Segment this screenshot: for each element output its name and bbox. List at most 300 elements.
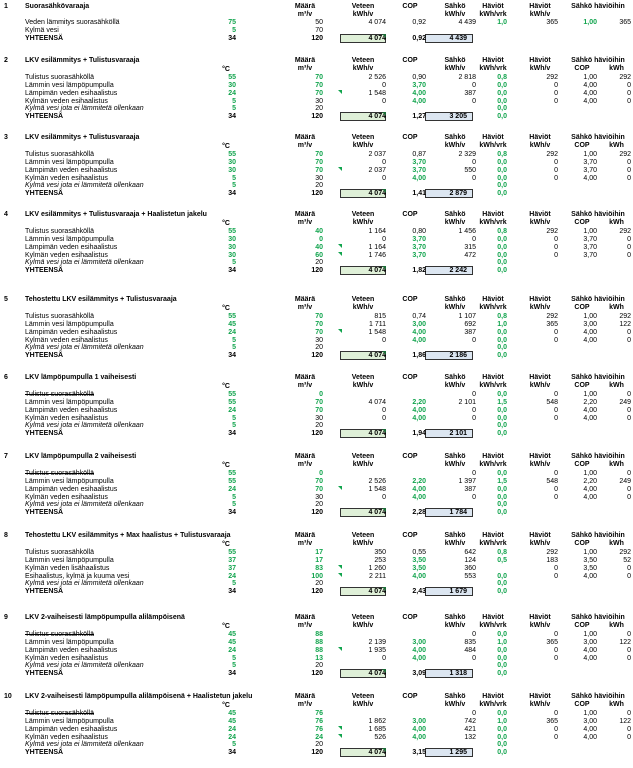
row-label: Tulistus suorasähköllä <box>25 227 94 235</box>
row-temperature: 55 <box>228 548 236 556</box>
row-maara: 88 <box>315 630 323 638</box>
row-haviot-v: 365 <box>546 18 558 26</box>
row-sahko-kwh: 292 <box>619 548 631 556</box>
total-cop: 2,43 <box>412 588 426 596</box>
row-haviot-vrk: 0,0 <box>497 166 507 174</box>
row-haviot-v: 0 <box>554 725 558 733</box>
total-veteen: 4 074 <box>368 588 386 596</box>
row-maara: 30 <box>315 97 323 105</box>
row-veteen: 2 139 <box>368 638 386 646</box>
total-haviot-vrk: 0,0 <box>497 588 507 596</box>
row-sahko-kwh: 292 <box>619 73 631 81</box>
row-haviot-vrk: 0,0 <box>497 89 507 97</box>
row-haviot-vrk: 0,0 <box>497 414 507 422</box>
row-temperature: 45 <box>228 320 236 328</box>
row-maara: 24 <box>315 733 323 741</box>
row-haviot-vrk: 1,0 <box>497 717 507 725</box>
header-sahko-haviot: Sähkö häviöihin <box>571 57 625 64</box>
row-temperature: 5 <box>232 344 236 352</box>
row-haviot-v: 0 <box>554 81 558 89</box>
row-veteen: 1 746 <box>368 251 386 259</box>
section-title: LKV 2-vaiheisesti lämpöpumpulla alilämpöisenä <box>25 614 185 621</box>
row-haviot-v: 292 <box>546 150 558 158</box>
row-maara: 0 <box>319 390 323 398</box>
section-title: LKV esilämmitys + Tulistusvaraaja + Haalistetun jakelu <box>25 211 207 218</box>
row-sahko-cop: 3,00 <box>583 638 597 646</box>
comment-indicator-icon <box>382 112 386 116</box>
row-sahko-cop: 3,70 <box>583 251 597 259</box>
header-cop: COP <box>402 532 418 539</box>
total-cop: 3,15 <box>412 749 426 757</box>
row-maara: 30 <box>315 493 323 501</box>
row-veteen: 2 037 <box>368 150 386 158</box>
row-haviot-v: 0 <box>554 646 558 654</box>
header-haviot-vrk-unit: kWh/vrk <box>479 700 507 708</box>
comment-indicator-icon <box>382 429 386 433</box>
row-veteen: 0 <box>382 414 386 422</box>
total-haviot-vrk: 0,0 <box>497 352 507 360</box>
row-haviot-v: 0 <box>554 251 558 259</box>
header-haviot-v-unit: kWh/v <box>529 218 551 226</box>
comment-indicator-icon <box>382 669 386 673</box>
row-maara: 70 <box>315 485 323 493</box>
row-sahko: 0 <box>472 174 476 182</box>
header-maara: Määrä <box>294 3 316 10</box>
total-sahko: 2 186 <box>449 352 467 360</box>
header-cop: COP <box>402 3 418 10</box>
header-maara: Määrä <box>294 614 316 621</box>
row-veteen: 1 862 <box>368 717 386 725</box>
header-veteen: Veteen <box>351 3 375 10</box>
row-maara: 20 <box>315 259 323 267</box>
row-label: Kylmän veden esihaalistus <box>25 733 108 741</box>
comment-indicator-icon <box>338 252 342 256</box>
row-sahko-cop: 4,00 <box>583 336 597 344</box>
row-haviot-v: 292 <box>546 312 558 320</box>
total-haviot-vrk: 0,0 <box>497 113 507 121</box>
row-haviot-vrk: 0,0 <box>497 580 507 588</box>
header-sahko-unit: kWh/v <box>444 700 466 708</box>
comment-indicator-icon <box>338 565 342 569</box>
row-haviot-v: 0 <box>554 328 558 336</box>
row-label: Kylmä vesi jota ei lämmitetä ollenkaan <box>25 422 144 430</box>
row-label: Tulistus suorasähköllä <box>25 630 94 638</box>
row-label: Lämmin vesi lämpöpumpulla <box>25 556 114 564</box>
row-haviot-v: 183 <box>546 556 558 564</box>
header-sahko-haviot-cop: COP <box>574 460 590 468</box>
row-haviot-vrk: 0,0 <box>497 81 507 89</box>
row-cop: 0,92 <box>412 18 426 26</box>
header-haviot-v: Häviöt <box>529 614 551 621</box>
row-temperature: 5 <box>232 493 236 501</box>
header-maara-unit: m³/v <box>297 64 313 72</box>
header-sahko: Sähkö <box>444 614 466 621</box>
total-sahko: 2 101 <box>449 430 467 438</box>
row-sahko-cop: 4,00 <box>583 414 597 422</box>
row-maara: 30 <box>315 414 323 422</box>
row-cop: 4,00 <box>412 174 426 182</box>
header-sahko-unit: kWh/v <box>444 621 466 629</box>
header-sahko-haviot-kwh: kWh <box>609 700 624 708</box>
row-maara: 40 <box>315 243 323 251</box>
total-cop: 1,82 <box>412 267 426 275</box>
row-haviot-vrk: 0,0 <box>497 646 507 654</box>
total-sahko: 2 242 <box>449 267 467 275</box>
header-sahko-haviot: Sähkö häviöihin <box>571 374 625 381</box>
row-maara: 70 <box>315 158 323 166</box>
row-maara: 70 <box>315 320 323 328</box>
row-label: Kylmän veden esihaalistus <box>25 97 108 105</box>
header-haviot-vrk: Häviöt <box>482 532 504 539</box>
total-sahko: 4 439 <box>449 34 467 42</box>
row-temperature: 5 <box>232 422 236 430</box>
header-sahko-haviot: Sähkö häviöihin <box>571 3 625 10</box>
row-haviot-vrk: 0,0 <box>497 336 507 344</box>
header-sahko-haviot: Sähkö häviöihin <box>571 134 625 141</box>
header-sahko: Sähkö <box>444 693 466 700</box>
row-temperature: 5 <box>232 414 236 422</box>
header-veteen-unit: kWh/v <box>352 10 374 18</box>
row-sahko: 0 <box>472 390 476 398</box>
section-number: 10 <box>4 693 12 700</box>
row-maara: 83 <box>315 564 323 572</box>
row-sahko-cop: 1,00 <box>583 548 597 556</box>
header-sahko-haviot-kwh: kWh <box>609 621 624 629</box>
header-veteen: Veteen <box>351 532 375 539</box>
row-sahko-cop: 4,00 <box>583 485 597 493</box>
row-sahko-kwh: 0 <box>627 493 631 501</box>
header-maara: Määrä <box>294 453 316 460</box>
row-maara: 20 <box>315 182 323 190</box>
row-veteen: 1 548 <box>368 328 386 336</box>
row-sahko-kwh: 0 <box>627 89 631 97</box>
row-sahko: 0 <box>472 158 476 166</box>
header-haviot-vrk: Häviöt <box>482 693 504 700</box>
row-haviot-vrk: 0,0 <box>497 182 507 190</box>
row-veteen: 1 164 <box>368 243 386 251</box>
header-sahko: Sähkö <box>444 134 466 141</box>
section-title: LKV 2-vaiheisesti lämpöpumpulla alilämpöisenä + Haalistetun jakelu <box>25 693 253 700</box>
row-temperature: 45 <box>228 709 236 717</box>
row-sahko-cop: 4,00 <box>583 89 597 97</box>
row-cop: 3,70 <box>412 81 426 89</box>
total-haviot-vrk: 0,0 <box>497 267 507 275</box>
row-sahko-kwh: 0 <box>627 725 631 733</box>
row-cop: 0,87 <box>412 150 426 158</box>
row-sahko: 0 <box>472 630 476 638</box>
header-veteen-unit: kWh/v <box>352 303 374 311</box>
row-cop: 0,55 <box>412 548 426 556</box>
row-sahko-kwh: 52 <box>623 556 631 564</box>
row-haviot-vrk: 0,0 <box>497 328 507 336</box>
header-sahko-haviot: Sähkö häviöihin <box>571 296 625 303</box>
section-title: LKV esilämmitys + Tulistusvaraaja <box>25 57 140 64</box>
total-haviot-vrk: 0,0 <box>497 749 507 757</box>
row-haviot-v: 0 <box>554 89 558 97</box>
total-temperature: 34 <box>228 190 236 198</box>
header-sahko-haviot-cop: COP <box>574 303 590 311</box>
comment-indicator-icon <box>382 587 386 591</box>
header-sahko: Sähkö <box>444 374 466 381</box>
row-temperature: 5 <box>232 26 236 34</box>
row-cop: 3,50 <box>412 564 426 572</box>
total-maara: 120 <box>311 267 323 275</box>
row-sahko-kwh: 0 <box>627 97 631 105</box>
row-temperature: 24 <box>228 89 236 97</box>
row-sahko-cop: 1,00 <box>583 630 597 638</box>
row-haviot-vrk: 0,0 <box>497 105 507 113</box>
section-number: 7 <box>4 453 8 460</box>
row-maara: 50 <box>315 18 323 26</box>
row-haviot-v: 0 <box>554 572 558 580</box>
row-sahko-kwh: 365 <box>619 18 631 26</box>
total-label: YHTEENSÄ <box>25 267 64 275</box>
header-veteen-unit: kWh/v <box>352 141 374 149</box>
total-label: YHTEENSÄ <box>25 34 64 42</box>
header-veteen-unit: kWh/v <box>352 218 374 226</box>
row-temperature: 5 <box>232 97 236 105</box>
header-cop: COP <box>402 614 418 621</box>
header-haviot-v: Häviöt <box>529 134 551 141</box>
comment-indicator-icon <box>382 351 386 355</box>
row-temperature: 30 <box>228 235 236 243</box>
row-sahko: 0 <box>472 469 476 477</box>
row-sahko: 0 <box>472 336 476 344</box>
header-sahko-haviot-cop: COP <box>574 141 590 149</box>
row-maara: 70 <box>315 312 323 320</box>
section-number: 4 <box>4 211 8 218</box>
header-sahko-haviot: Sähkö häviöihin <box>571 532 625 539</box>
row-sahko: 0 <box>472 654 476 662</box>
row-sahko-kwh: 0 <box>627 654 631 662</box>
row-haviot-vrk: 0,0 <box>497 390 507 398</box>
row-sahko-kwh: 0 <box>627 328 631 336</box>
row-sahko: 642 <box>464 548 476 556</box>
total-veteen: 4 074 <box>368 190 386 198</box>
row-temperature: 45 <box>228 717 236 725</box>
header-sahko-haviot: Sähkö häviöihin <box>571 211 625 218</box>
row-cop: 4,00 <box>412 572 426 580</box>
row-haviot-vrk: 0,0 <box>497 158 507 166</box>
row-sahko-kwh: 0 <box>627 251 631 259</box>
row-label: Lämmin vesi lämpöpumpulla <box>25 235 114 243</box>
section-title: Tehostettu LKV esilämmitys + Tulistusvaraaja <box>25 296 177 303</box>
row-cop: 0,90 <box>412 73 426 81</box>
row-temperature: 37 <box>228 564 236 572</box>
header-maara: Määrä <box>294 211 316 218</box>
section-number: 5 <box>4 296 8 303</box>
row-temperature: 55 <box>228 73 236 81</box>
row-temperature: 5 <box>232 336 236 344</box>
header-veteen: Veteen <box>351 57 375 64</box>
row-maara: 20 <box>315 344 323 352</box>
row-sahko: 742 <box>464 717 476 725</box>
row-cop: 0,80 <box>412 227 426 235</box>
row-label: Veden lämmitys suorasähköllä <box>25 18 120 26</box>
row-temperature: 30 <box>228 166 236 174</box>
header-haviot-vrk: Häviöt <box>482 296 504 303</box>
row-label: Kylmän veden esihaalistus <box>25 493 108 501</box>
total-label: YHTEENSÄ <box>25 670 64 678</box>
total-cop: 1,86 <box>412 352 426 360</box>
header-haviot-v-unit: kWh/v <box>529 621 551 629</box>
row-haviot-vrk: 0,8 <box>497 312 507 320</box>
header-haviot-vrk: Häviöt <box>482 453 504 460</box>
row-label: Kylmän veden esihaalistus <box>25 654 108 662</box>
total-maara: 120 <box>311 113 323 121</box>
row-veteen: 1 711 <box>369 320 386 328</box>
row-label: Kylmä vesi jota ei lämmitetä ollenkaan <box>25 580 144 588</box>
row-label: Kylmän veden esihaalistus <box>25 174 108 182</box>
row-temperature: 5 <box>232 182 236 190</box>
section-title: LKV lämpöpumpulla 2 vaiheisesti <box>25 453 137 460</box>
header-sahko-haviot: Sähkö häviöihin <box>571 614 625 621</box>
row-temperature: 55 <box>228 312 236 320</box>
row-sahko-cop: 3,50 <box>583 556 597 564</box>
comment-indicator-icon <box>338 573 342 577</box>
row-temperature: 30 <box>228 251 236 259</box>
row-haviot-vrk: 0,8 <box>497 150 507 158</box>
row-label: Kylmän veden esihaalistus <box>25 414 108 422</box>
row-maara: 20 <box>315 422 323 430</box>
row-temperature: 24 <box>228 485 236 493</box>
row-temperature: 24 <box>228 328 236 336</box>
row-haviot-vrk: 0,0 <box>497 741 507 749</box>
row-haviot-v: 0 <box>554 630 558 638</box>
row-cop: 4,00 <box>412 414 426 422</box>
row-maara: 17 <box>315 548 323 556</box>
header-haviot-v: Häviöt <box>529 211 551 218</box>
row-sahko-cop: 1,00 <box>583 312 597 320</box>
header-cop: COP <box>402 211 418 218</box>
row-sahko-cop: 3,50 <box>583 564 597 572</box>
row-veteen: 0 <box>382 336 386 344</box>
row-label: Kylmä vesi <box>25 26 59 34</box>
row-label: Tulistus suorasähköllä <box>25 150 94 158</box>
total-maara: 120 <box>311 352 323 360</box>
row-veteen: 1 935 <box>368 646 386 654</box>
header-haviot-v-unit: kWh/v <box>529 539 551 547</box>
row-sahko-kwh: 122 <box>619 717 631 725</box>
row-veteen: 1 164 <box>368 227 386 235</box>
header-sahko-unit: kWh/v <box>444 64 466 72</box>
row-maara: 88 <box>315 646 323 654</box>
row-haviot-vrk: 0,8 <box>497 73 507 81</box>
row-cop: 3,70 <box>412 251 426 259</box>
total-temperature: 34 <box>228 588 236 596</box>
total-cop: 3,09 <box>412 670 426 678</box>
row-temperature: 55 <box>228 227 236 235</box>
header-sahko-unit: kWh/v <box>444 141 466 149</box>
header-haviot-vrk: Häviöt <box>482 614 504 621</box>
header-haviot-v: Häviöt <box>529 374 551 381</box>
header-celsius: °C <box>222 142 230 150</box>
total-sahko: 1 318 <box>449 670 467 678</box>
row-haviot-v: 292 <box>546 73 558 81</box>
header-haviot-v-unit: kWh/v <box>529 10 551 18</box>
header-veteen: Veteen <box>351 614 375 621</box>
header-maara-unit: m³/v <box>297 141 313 149</box>
row-haviot-v: 365 <box>546 717 558 725</box>
row-sahko-kwh: 0 <box>627 81 631 89</box>
header-sahko: Sähkö <box>444 532 466 539</box>
row-haviot-vrk: 1,0 <box>497 320 507 328</box>
row-haviot-vrk: 0,0 <box>497 733 507 741</box>
row-label: Lämpimän veden esihaalistus <box>25 725 118 733</box>
row-label: Tulistus suorasähköllä <box>25 548 94 556</box>
total-veteen: 4 074 <box>368 430 386 438</box>
row-temperature: 24 <box>228 406 236 414</box>
row-haviot-v: 0 <box>554 174 558 182</box>
row-haviot-v: 0 <box>554 390 558 398</box>
header-cop: COP <box>402 693 418 700</box>
header-veteen: Veteen <box>351 374 375 381</box>
row-veteen: 2 037 <box>368 166 386 174</box>
row-veteen: 1 260 <box>368 564 386 572</box>
row-haviot-vrk: 0,0 <box>497 630 507 638</box>
header-celsius: °C <box>222 540 230 548</box>
row-cop: 4,00 <box>412 725 426 733</box>
header-veteen: Veteen <box>351 693 375 700</box>
header-maara-unit: m³/v <box>297 539 313 547</box>
header-veteen: Veteen <box>351 134 375 141</box>
row-haviot-v: 0 <box>554 493 558 501</box>
comment-indicator-icon <box>338 167 342 171</box>
comment-indicator-icon <box>382 748 386 752</box>
row-maara: 70 <box>315 477 323 485</box>
comment-indicator-icon <box>338 486 342 490</box>
row-sahko: 0 <box>472 235 476 243</box>
header-sahko-unit: kWh/v <box>444 303 466 311</box>
row-maara: 30 <box>315 336 323 344</box>
comment-indicator-icon <box>338 90 342 94</box>
row-label: Lämpimän veden esihaalistus <box>25 406 118 414</box>
total-cop: 0,92 <box>412 34 426 42</box>
row-haviot-v: 0 <box>554 166 558 174</box>
row-haviot-vrk: 0,0 <box>497 243 507 251</box>
header-sahko-haviot-kwh: kWh <box>609 539 624 547</box>
row-temperature: 5 <box>232 741 236 749</box>
row-sahko: 315 <box>464 243 476 251</box>
row-haviot-v: 292 <box>546 548 558 556</box>
row-haviot-v: 548 <box>546 477 558 485</box>
row-label: Tulistus suorasähköllä <box>25 73 94 81</box>
row-sahko: 421 <box>464 725 476 733</box>
row-sahko-cop: 4,00 <box>583 493 597 501</box>
total-haviot-vrk: 0,0 <box>497 430 507 438</box>
total-label: YHTEENSÄ <box>25 749 64 757</box>
row-sahko-kwh: 0 <box>627 733 631 741</box>
total-sahko: 1 295 <box>449 749 467 757</box>
row-temperature: 5 <box>232 501 236 509</box>
row-temperature: 5 <box>232 174 236 182</box>
row-maara: 76 <box>315 717 323 725</box>
total-temperature: 34 <box>228 267 236 275</box>
row-cop: 4,00 <box>412 485 426 493</box>
row-temperature: 55 <box>228 390 236 398</box>
header-celsius: °C <box>222 622 230 630</box>
header-veteen-unit: kWh/v <box>352 621 374 629</box>
row-veteen: 0 <box>382 654 386 662</box>
row-sahko: 2 818 <box>458 73 476 81</box>
header-haviot-vrk-unit: kWh/vrk <box>479 10 507 18</box>
header-maara-unit: m³/v <box>297 10 313 18</box>
row-maara: 60 <box>315 251 323 259</box>
row-sahko: 550 <box>464 166 476 174</box>
row-sahko: 132 <box>464 733 476 741</box>
comment-indicator-icon <box>338 647 342 651</box>
header-haviot-v-unit: kWh/v <box>529 141 551 149</box>
